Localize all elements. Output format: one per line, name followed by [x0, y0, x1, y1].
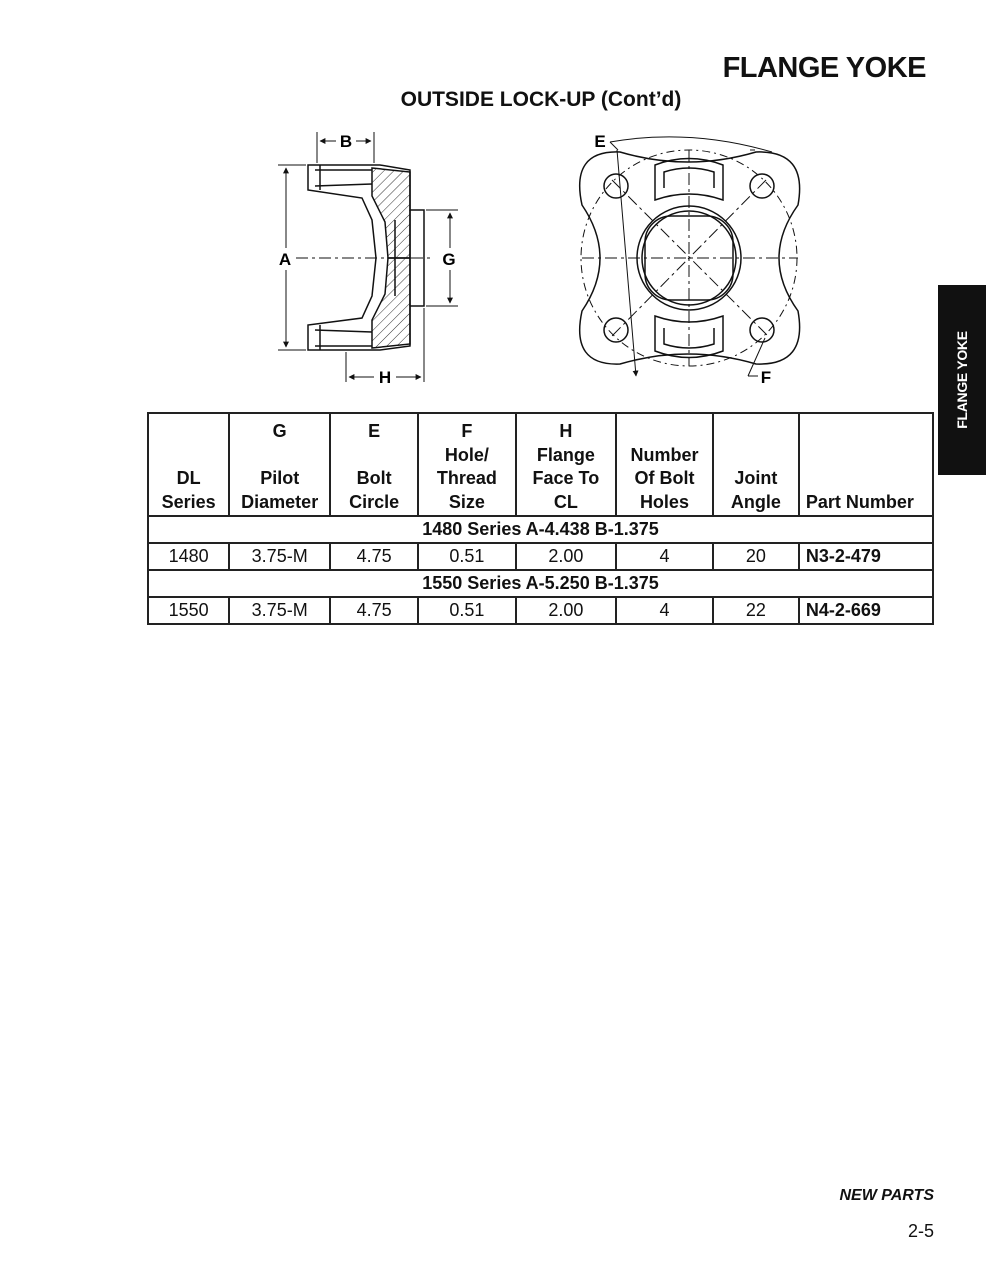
series-group-label: 1480 Series A-4.438 B-1.375 — [148, 516, 933, 543]
column-header — [799, 413, 933, 516]
series-group-label: 1550 Series A-5.250 B-1.375 — [148, 570, 933, 597]
cell-dl-series: 1480 — [148, 543, 229, 570]
column-header-line: Flange — [536, 444, 595, 465]
column-header-line: Joint — [734, 468, 778, 488]
column-header — [229, 413, 330, 516]
cell-bolt-circle: 4.75 — [330, 597, 418, 624]
column-header-letter: F — [461, 421, 473, 441]
cell-bolt-holes: 4 — [616, 597, 713, 624]
page-subtitle: OUTSIDE LOCK-UP (Cont’d) — [400, 88, 682, 111]
cell-dl-series: 1550 — [148, 597, 229, 624]
column-header-line: Size — [448, 491, 485, 512]
cell-hole-thread-size: 0.51 — [418, 543, 515, 570]
cell-bolt-holes: 4 — [616, 543, 713, 570]
column-header-line: Series — [161, 491, 216, 512]
column-header-line: Hole/ — [444, 444, 489, 465]
column-header-letter: H — [559, 421, 573, 441]
column-header-letter — [718, 420, 794, 444]
cell-part-number: N3-2-479 — [799, 543, 933, 570]
column-header-letter — [806, 420, 928, 444]
label-e: E — [594, 132, 606, 151]
cell-pilot-diameter: 3.75-M — [229, 597, 330, 624]
side-tab-label: FLANGE YOKE — [954, 331, 970, 429]
label-g: G — [442, 250, 456, 269]
label-b: B — [339, 132, 353, 151]
cell-part-number: N4-2-669 — [799, 597, 933, 624]
column-header-line: Thread — [436, 468, 497, 488]
label-h: H — [378, 368, 392, 387]
column-header-line: CL — [553, 491, 578, 512]
column-header-line: Number — [630, 444, 699, 465]
page-number: 2-5 — [907, 1221, 934, 1241]
flange-yoke-drawing — [0, 0, 986, 400]
column-header-line: Angle — [730, 491, 781, 512]
table-header-row — [148, 413, 933, 516]
page-title: FLANGE YOKE — [722, 52, 926, 84]
column-header-line: Of Bolt — [634, 468, 695, 488]
column-header-line: Pilot — [260, 468, 300, 488]
column-header-letter — [621, 420, 708, 444]
column-header-line: Diameter — [241, 491, 319, 512]
label-a: A — [278, 250, 292, 269]
column-header — [516, 413, 616, 516]
cell-joint-angle: 20 — [713, 543, 799, 570]
cell-flange-face-to-cl: 2.00 — [516, 543, 616, 570]
cell-pilot-diameter: 3.75-M — [229, 543, 330, 570]
column-header-line: Holes — [639, 491, 689, 512]
cell-joint-angle: 22 — [713, 597, 799, 624]
column-header — [330, 413, 418, 516]
column-header — [148, 413, 229, 516]
column-header-letter: G — [272, 421, 287, 441]
cell-flange-face-to-cl: 2.00 — [516, 597, 616, 624]
series-group-row — [148, 570, 933, 597]
footer-label: NEW PARTS — [839, 1187, 934, 1204]
column-header-letter: E — [368, 421, 381, 441]
column-header — [616, 413, 713, 516]
column-header-line: Circle — [349, 491, 400, 512]
spec-table — [147, 412, 934, 625]
table-row — [148, 597, 933, 624]
table-row — [148, 543, 933, 570]
label-f: F — [760, 368, 772, 387]
column-header-line: DL — [176, 468, 201, 488]
cell-hole-thread-size: 0.51 — [418, 597, 515, 624]
column-header — [713, 413, 799, 516]
cell-bolt-circle: 4.75 — [330, 543, 418, 570]
series-group-row — [148, 516, 933, 543]
column-header-line: Bolt — [356, 468, 392, 488]
column-header — [418, 413, 515, 516]
column-header-letter — [153, 420, 224, 444]
column-header-line: Part Number — [805, 491, 914, 512]
table-body — [148, 516, 933, 624]
column-header-line: Face To — [532, 468, 600, 488]
